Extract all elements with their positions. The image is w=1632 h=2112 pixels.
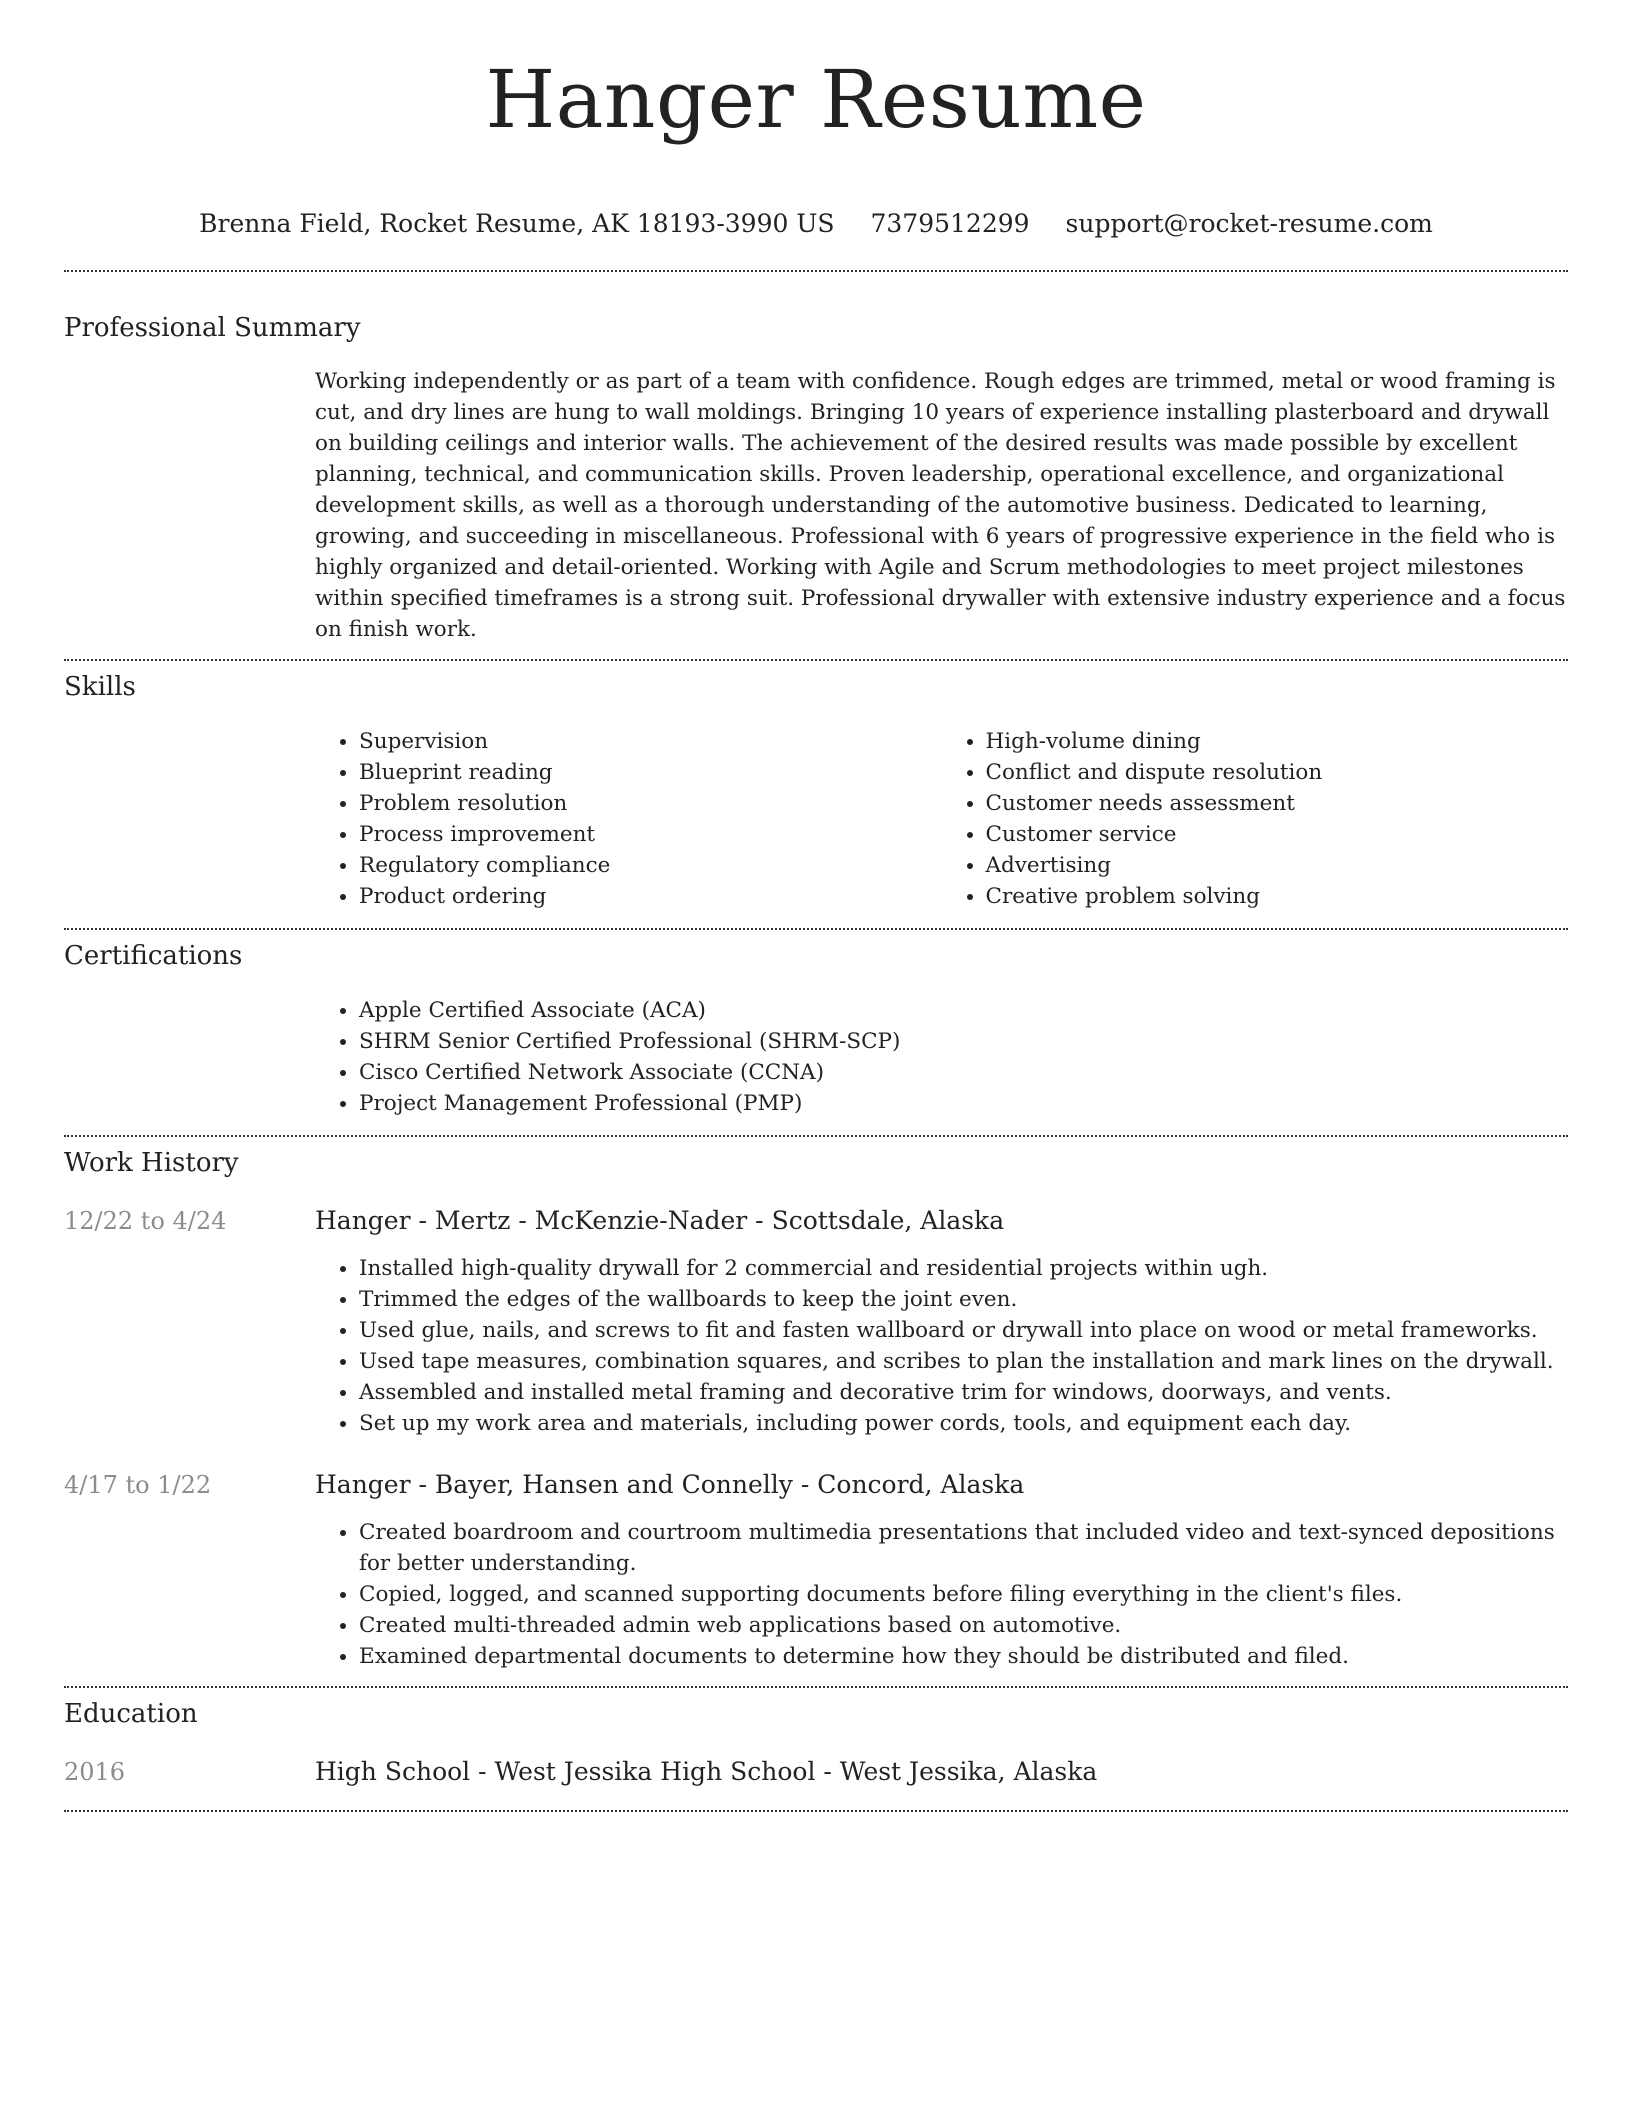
job-bullet: • Examined departmental documents to determine how they should be distributed and filed. xyxy=(359,1641,1568,1672)
certifications-section xyxy=(64,930,1568,1135)
work-history-section xyxy=(64,1137,1568,1686)
education-section xyxy=(64,1688,1568,1810)
certification-item: • Apple Certified Associate (ACA) xyxy=(359,995,1568,1026)
summary-text: Working independently or as part of a team with confidence. Rough edges are trimmed, metal or wood framing is cut, and dry lines are hung to wall moldings. Bringing 10 years of experience installing plasterboard and drywall on building ceilings and interior walls. The achievement of the desired results was made possible by excellent planning, technical, and communication skills. Proven leadership, operational excellence, and organizational development skills, as well as a thorough understanding of the automotive business. Dedicated to learning, growing, and succeeding in miscellaneous. Professional with 6 years of progressive experience in the field who is highly organized and detail-oriented. Working with Agile and Scrum methodologies to meet project milestones within specified timeframes is a strong suit. Professional drywaller with extensive industry experience and a focus on finish work. xyxy=(315,369,1566,642)
certification-item: • Cisco Certified Network Associate (CCNA) xyxy=(359,1057,1568,1088)
certifications-content xyxy=(315,995,1568,1119)
education-entry xyxy=(64,1756,1568,1788)
contact-email: support@rocket-resume.com xyxy=(1065,209,1433,238)
section-title-skills: Skills xyxy=(64,672,136,702)
section-title-certifications: Certifications xyxy=(64,941,243,971)
contact-address: Brenna Field, Rocket Resume, AK 18193-3990 US xyxy=(199,209,835,238)
job-bullet: • Set up my work area and materials, including power cords, tools, and equipment each day. xyxy=(359,1408,1568,1439)
skill-item: • Customer needs assessment xyxy=(986,788,1569,819)
skill-item: • High-volume dining xyxy=(986,726,1569,757)
summary-content xyxy=(315,366,1568,645)
contact-phone: 7379512299 xyxy=(870,209,1030,238)
job-header xyxy=(64,1205,1568,1237)
skills-grid xyxy=(315,726,1568,912)
job-entry xyxy=(64,1469,1568,1672)
education-text: High School - West Jessika High School - West Jessika, Alaska xyxy=(315,1757,1098,1786)
skill-item: • Supervision xyxy=(359,726,942,757)
skill-item: • Customer service xyxy=(986,819,1569,850)
skills-section xyxy=(64,661,1568,928)
job-bullet: • Trimmed the edges of the wallboards to keep the joint even. xyxy=(359,1284,1568,1315)
job-bullets xyxy=(315,1517,1568,1672)
skill-item: • Advertising xyxy=(986,850,1569,881)
skills-list-left xyxy=(315,726,942,912)
section-title-education: Education xyxy=(64,1699,198,1729)
education-year: 2016 xyxy=(64,1758,126,1786)
section-title-summary: Professional Summary xyxy=(64,313,361,343)
certifications-list xyxy=(315,995,1568,1119)
job-bullet: • Created boardroom and courtroom multimedia presentations that included video and text-synced depositions for better understanding. xyxy=(359,1517,1568,1579)
section-title-work-history: Work History xyxy=(64,1148,239,1178)
certification-item: • Project Management Professional (PMP) xyxy=(359,1088,1568,1119)
job-bullet: • Installed high-quality drywall for 2 commercial and residential projects within ugh. xyxy=(359,1253,1568,1284)
skill-item: • Problem resolution xyxy=(359,788,942,819)
job-dates: 4/17 to 1/22 xyxy=(64,1471,212,1499)
job-details xyxy=(315,1253,1568,1439)
job-bullet: • Used glue, nails, and screws to fit and fasten wallboard or drywall into place on wood or metal frameworks. xyxy=(359,1315,1568,1346)
job-bullet: • Used tape measures, combination squares, and scribes to plan the installation and mark lines on the drywall. xyxy=(359,1346,1568,1377)
resume-title: Hanger Resume xyxy=(485,53,1147,146)
job-dates: 12/22 to 4/24 xyxy=(64,1207,227,1235)
job-bullets xyxy=(315,1253,1568,1439)
job-bullet: • Assembled and installed metal framing and decorative trim for windows, doorways, and vents. xyxy=(359,1377,1568,1408)
skill-item: • Process improvement xyxy=(359,819,942,850)
job-entry xyxy=(64,1205,1568,1439)
divider xyxy=(64,1810,1568,1812)
job-details xyxy=(315,1517,1568,1672)
job-header xyxy=(64,1469,1568,1501)
job-bullet: • Created multi-threaded admin web applications based on automotive. xyxy=(359,1610,1568,1641)
contact-line xyxy=(64,208,1568,240)
skill-item: • Conflict and dispute resolution xyxy=(986,757,1569,788)
job-title: Hanger - Bayer, Hansen and Connelly - Concord, Alaska xyxy=(315,1470,1025,1499)
skill-item: • Product ordering xyxy=(359,881,942,912)
certification-item: • SHRM Senior Certified Professional (SHRM-SCP) xyxy=(359,1026,1568,1057)
skill-item: • Blueprint reading xyxy=(359,757,942,788)
summary-section xyxy=(64,272,1568,659)
skills-list-right xyxy=(942,726,1569,912)
skill-item: • Creative problem solving xyxy=(986,881,1569,912)
skill-item: • Regulatory compliance xyxy=(359,850,942,881)
job-bullet: • Copied, logged, and scanned supporting documents before filing everything in the client's files. xyxy=(359,1579,1568,1610)
job-title: Hanger - Mertz - McKenzie-Nader - Scottsdale, Alaska xyxy=(315,1206,1005,1235)
